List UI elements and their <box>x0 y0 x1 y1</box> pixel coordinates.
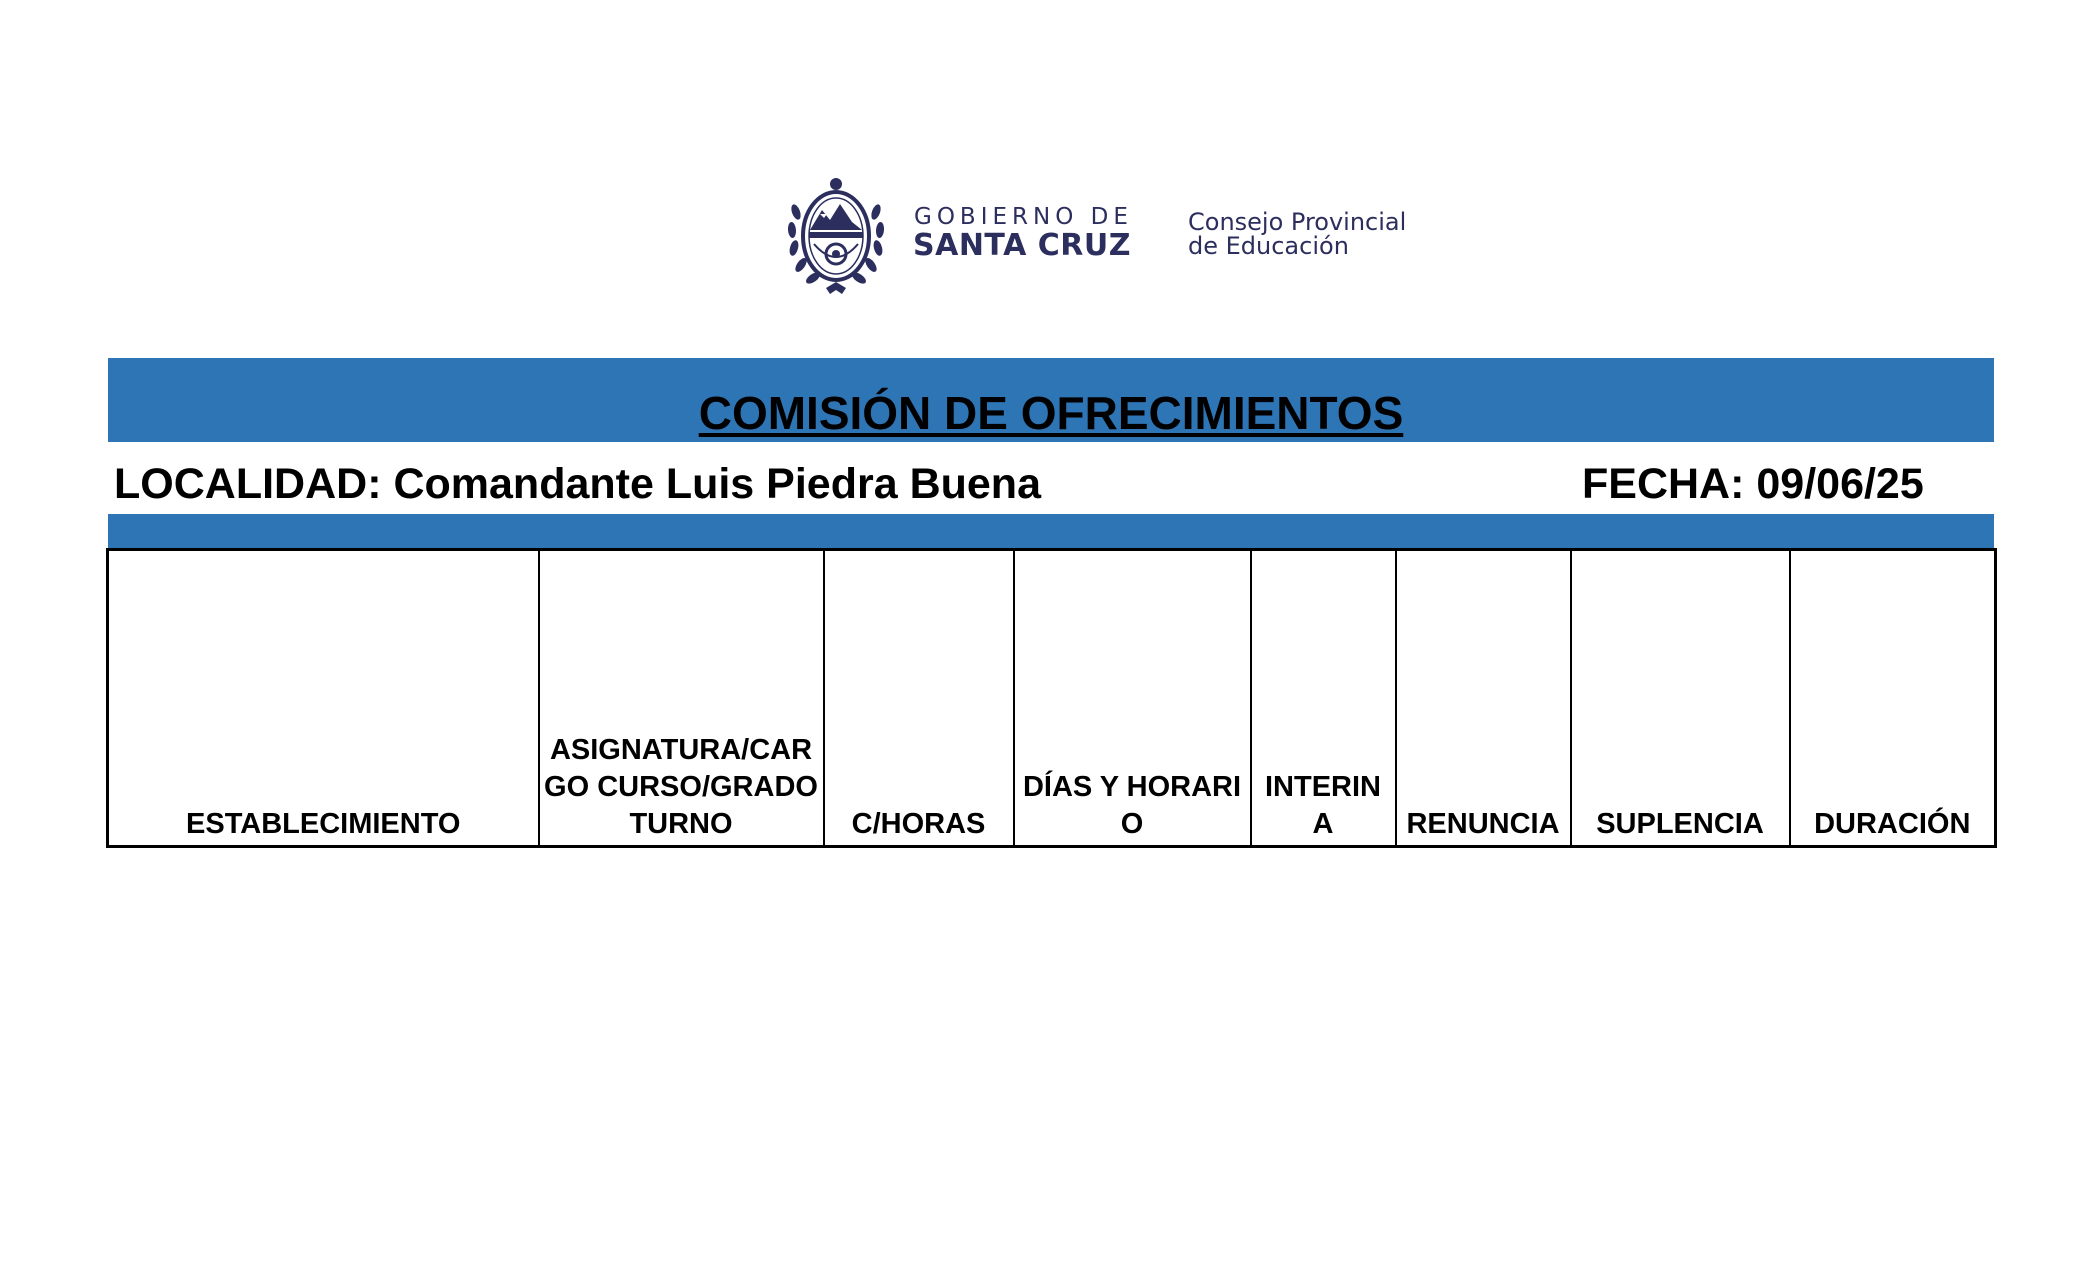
title-band <box>108 358 1994 442</box>
consejo-line2: de Educación <box>1188 232 1349 260</box>
offers-table <box>106 548 1997 848</box>
col-suplencia: SUPLENCIA <box>1571 550 1790 847</box>
table-header-band <box>108 514 1994 548</box>
gobierno-line1: GOBIERNO DE <box>914 204 1133 230</box>
table-header-row <box>108 550 1996 847</box>
col-establecimiento: ESTABLECIMIENTO <box>108 550 539 847</box>
document-title: COMISIÓN DE OFRECIMIENTOS <box>698 387 1404 439</box>
col-horas: C/HORAS <box>824 550 1014 847</box>
gobierno-line2: SANTA CRUZ <box>913 228 1131 263</box>
col-interina: INTERINA <box>1251 550 1396 847</box>
date-label: FECHA: 09/06/25 <box>1582 460 1924 508</box>
col-asignatura: ASIGNATURA/CARGO CURSO/GRADO TURNO <box>539 550 824 847</box>
col-renuncia: RENUNCIA <box>1396 550 1571 847</box>
header-logos <box>786 172 1416 302</box>
consejo-line1: Consejo Provincial <box>1188 208 1407 236</box>
col-dias-horario: DÍAS Y HORARIO <box>1014 550 1251 847</box>
santa-cruz-coat-of-arms-icon <box>786 172 886 298</box>
locality-label: LOCALIDAD: Comandante Luis Piedra Buena <box>114 460 1041 508</box>
col-duracion: DURACIÓN <box>1790 550 1996 847</box>
